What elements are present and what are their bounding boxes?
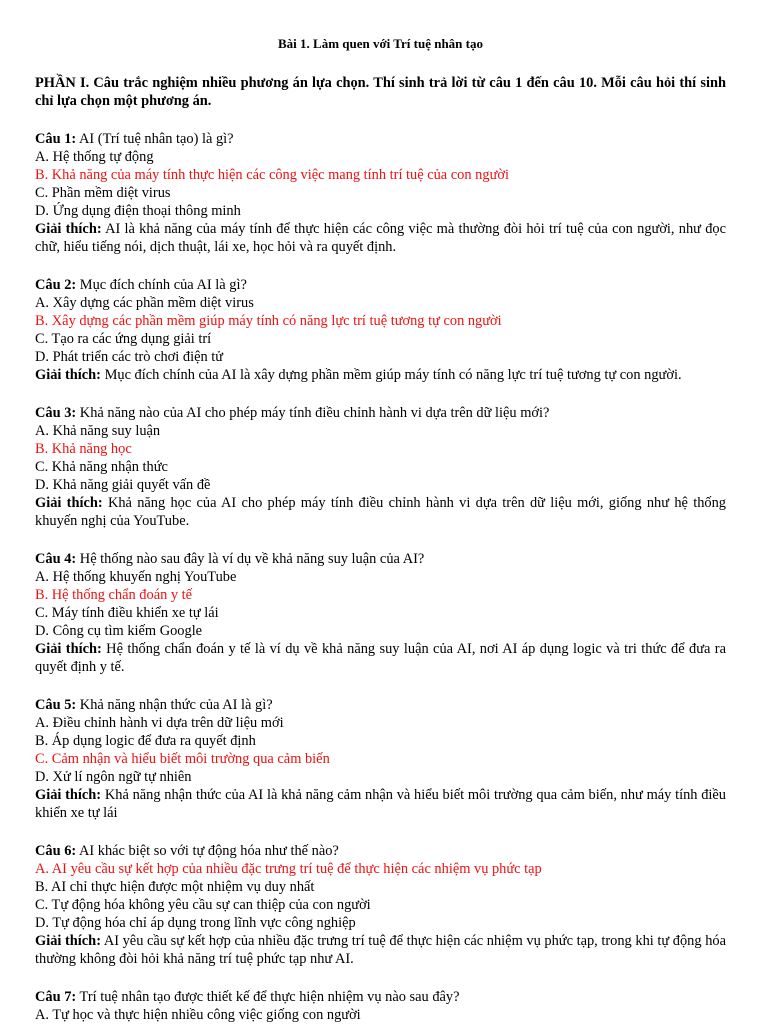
question-block bbox=[35, 550, 726, 676]
answer-option: D. Tự động hóa chỉ áp dụng trong lĩnh vực công nghiệp bbox=[35, 915, 356, 931]
answer-option: A. Hệ thống tự động bbox=[35, 149, 154, 165]
question-stem bbox=[35, 988, 726, 1006]
question-block bbox=[35, 130, 726, 256]
answer-option-correct: B. Hệ thống chẩn đoán y tế bbox=[35, 587, 193, 603]
explanation bbox=[35, 786, 726, 822]
question-number: Câu 7: bbox=[35, 989, 77, 1005]
explanation-label: Giải thích: bbox=[35, 221, 102, 237]
question-stem bbox=[35, 276, 726, 294]
question-text: Hệ thống nào sau đây là ví dụ về khả năng suy luận của AI? bbox=[79, 551, 425, 567]
answer-option: C. Tự động hóa không yêu cầu sự can thiệp của con người bbox=[35, 897, 371, 913]
document-title: Bài 1. Làm quen với Trí tuệ nhân tạo bbox=[277, 36, 483, 51]
explanation-text: Mục đích chính của AI là xây dựng phần mềm giúp máy tính có năng lực trí tuệ tương tự con người. bbox=[104, 367, 682, 383]
question-text: Khả năng nào của AI cho phép máy tính điều chỉnh hành vi dựa trên dữ liệu mới? bbox=[79, 405, 550, 421]
explanation-label: Giải thích: bbox=[35, 933, 101, 949]
question-text: Mục đích chính của AI là gì? bbox=[79, 277, 247, 293]
answer-option: C. Máy tính điều khiển xe tự lái bbox=[35, 605, 219, 621]
explanation bbox=[35, 932, 726, 968]
answer-option: B. AI chỉ thực hiện được một nhiệm vụ duy nhất bbox=[35, 879, 315, 895]
answer-option: A. Hệ thống khuyến nghị YouTube bbox=[35, 569, 237, 585]
explanation-label: Giải thích: bbox=[35, 367, 101, 383]
answer-option-correct: B. Khả năng của máy tính thực hiện các công việc mang tính trí tuệ của con người bbox=[35, 167, 509, 183]
answer-option-correct: A. AI yêu cầu sự kết hợp của nhiều đặc trưng trí tuệ để thực hiện các nhiệm vụ phức tạp bbox=[35, 861, 542, 877]
question-text: Khả năng nhận thức của AI là gì? bbox=[79, 697, 273, 713]
question-text: AI (Trí tuệ nhân tạo) là gì? bbox=[79, 131, 234, 147]
question-number: Câu 5: bbox=[35, 697, 77, 713]
question-block bbox=[35, 276, 726, 384]
question-number: Câu 6: bbox=[35, 843, 77, 859]
answer-option: A. Khả năng suy luận bbox=[35, 423, 161, 439]
explanation-label: Giải thích: bbox=[35, 641, 102, 657]
explanation bbox=[35, 494, 726, 530]
answer-option: D. Ứng dụng điện thoại thông minh bbox=[35, 203, 241, 219]
question-block bbox=[35, 404, 726, 530]
question-number: Câu 2: bbox=[35, 277, 77, 293]
question-number: Câu 4: bbox=[35, 551, 77, 567]
question-list bbox=[35, 130, 726, 1024]
answer-option: B. Áp dụng logic để đưa ra quyết định bbox=[35, 733, 256, 749]
question-number: Câu 1: bbox=[35, 131, 77, 147]
explanation-label: Giải thích: bbox=[35, 787, 102, 803]
explanation-label: Giải thích: bbox=[35, 495, 103, 511]
question-stem bbox=[35, 550, 726, 568]
question-stem bbox=[35, 842, 726, 860]
question-number: Câu 3: bbox=[35, 405, 77, 421]
answer-option: D. Xử lí ngôn ngữ tự nhiên bbox=[35, 769, 192, 785]
question-stem bbox=[35, 130, 726, 148]
question-text: Trí tuệ nhân tạo được thiết kế để thực hiện nhiệm vụ nào sau đây? bbox=[79, 989, 460, 1005]
answer-option-correct: C. Cảm nhận và hiểu biết môi trường qua cảm biến bbox=[35, 751, 330, 767]
question-stem bbox=[35, 696, 726, 714]
question-stem bbox=[35, 404, 726, 422]
answer-option: C. Phần mềm diệt virus bbox=[35, 185, 171, 201]
answer-option-correct: B. Khả năng học bbox=[35, 441, 132, 457]
answer-option: D. Khả năng giải quyết vấn đề bbox=[35, 477, 211, 493]
explanation-text: Hệ thống chẩn đoán y tế là ví dụ về khả năng suy luận của AI, nơi AI áp dụng logic và tri thức để đưa ra quyết định y tế. bbox=[35, 641, 726, 675]
answer-option: A. Xây dựng các phần mềm diệt virus bbox=[35, 295, 254, 311]
answer-option: C. Khả năng nhận thức bbox=[35, 459, 168, 475]
answer-option: C. Tạo ra các ứng dụng giải trí bbox=[35, 331, 212, 347]
question-text: AI khác biệt so với tự động hóa như thế nào? bbox=[79, 843, 339, 859]
explanation-text: AI yêu cầu sự kết hợp của nhiều đặc trưng trí tuệ để thực hiện các nhiệm vụ phức tạp, trong khi tự động hóa thường không đòi hỏi khả năng trí tuệ phức tạp như AI. bbox=[35, 933, 726, 967]
part-heading: PHẦN I. Câu trắc nghiệm nhiều phương án lựa chọn. Thí sinh trả lời từ câu 1 đến câu 10. Mỗi câu hỏi thí sinh chỉ lựa chọn một phương án. bbox=[35, 75, 726, 109]
answer-option: D. Phát triển các trò chơi điện tử bbox=[35, 349, 224, 365]
explanation-text: Khả năng nhận thức của AI là khả năng cảm nhận và hiểu biết môi trường qua cảm biến, như máy tính điều khiển xe tự lái bbox=[35, 787, 726, 821]
explanation bbox=[35, 640, 726, 676]
explanation-text: AI là khả năng của máy tính để thực hiện các công việc mà thường đòi hỏi trí tuệ của con người, như đọc chữ, hiểu tiếng nói, dịch thuật, lái xe, học hỏi và ra quyết định. bbox=[35, 221, 726, 255]
answer-option: D. Công cụ tìm kiếm Google bbox=[35, 623, 203, 639]
explanation bbox=[35, 366, 726, 384]
question-block bbox=[35, 696, 726, 822]
explanation-text: Khả năng học của AI cho phép máy tính điều chỉnh hành vi dựa trên dữ liệu mới, giống như hệ thống khuyến nghị của YouTube. bbox=[35, 495, 726, 529]
answer-option-correct: B. Xây dựng các phần mềm giúp máy tính có năng lực trí tuệ tương tự con người bbox=[35, 313, 502, 329]
question-block bbox=[35, 842, 726, 968]
explanation bbox=[35, 220, 726, 256]
question-block bbox=[35, 988, 726, 1024]
answer-option: A. Tự học và thực hiện nhiều công việc giống con người bbox=[35, 1007, 361, 1023]
answer-option: A. Điều chỉnh hành vi dựa trên dữ liệu mới bbox=[35, 715, 284, 731]
